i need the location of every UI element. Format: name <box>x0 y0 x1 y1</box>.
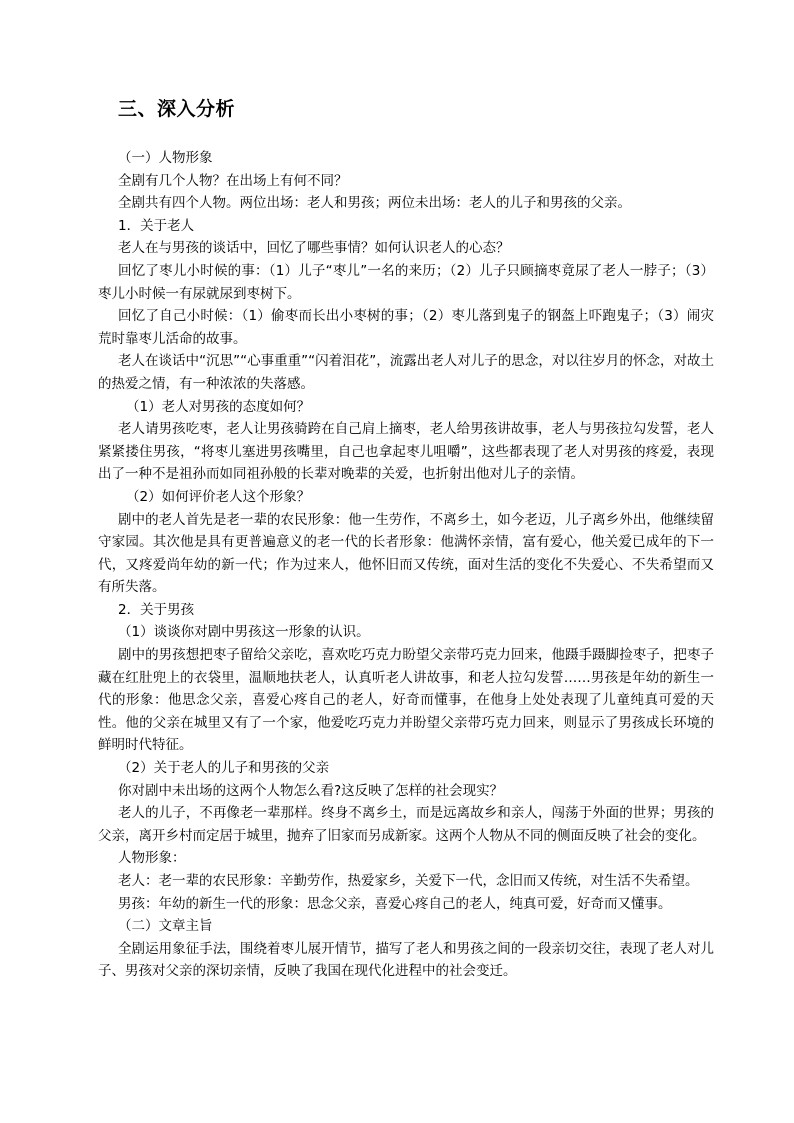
section-heading: 三、深入分析 <box>118 98 236 120</box>
question-paragraph: （1）老人对男孩的态度如何？ <box>126 398 311 415</box>
answer-paragraph: 全剧运用象征手法，围绕着枣儿展开情节，描写了老人和男孩之间的一段亲切交往，表现了老人对儿子、男孩对父亲的深切亲情，反映了我国在现代化进程中的社会变迁。 <box>98 940 714 980</box>
answer-paragraph: 回忆了枣儿小时候的事：（1）儿子“枣儿”一名的来历；（2）儿子只顾摘枣竟尿了老人一脖子；（3）枣儿小时候一有尿就尿到枣树下。 <box>98 262 714 302</box>
summary-boy: 男孩：年幼的新生一代的形象：思念父亲，喜爱心疼自己的老人，纯真可爱，好奇而又懂事。 <box>118 895 672 912</box>
question-paragraph: 你对剧中未出场的这两个人物怎么看?这反映了怎样的社会现实？ <box>118 782 504 799</box>
question-paragraph: （1）谈谈你对剧中男孩这一形象的认识。 <box>118 624 370 641</box>
answer-paragraph: 剧中的老人首先是老一辈的农民形象：他一生劳作，不离乡土，如今老迈，儿子离乡外出，他继续留守家园。其次他是具有更普遍意义的老一代的长者形象：他满怀亲情，富有爱心，他关爱已成年的下一代，又疼爱尚年幼的新一代；作为过来人，他怀旧而又传统，面对生活的变化不失爱心、不失希望而又有所失落。 <box>98 511 714 596</box>
summary-label: 人物形象： <box>118 850 186 867</box>
question-paragraph: （2）关于老人的儿子和男孩的父亲 <box>118 760 330 777</box>
summary-old-man: 老人：老一辈的农民形象：辛勤劳作，热爱家乡，关爱下一代，念旧而又传统，对生活不失希望。 <box>118 873 699 889</box>
subsection-title-characters: （一）人物形象 <box>118 150 213 166</box>
answer-paragraph: 老人在谈话中“沉思”“心事重重”“闪着泪花”，流露出老人对儿子的思念，对以往岁月的怀念，对故土的热爱之情，有一种浓浓的失落感。 <box>98 353 714 392</box>
answer-paragraph: 全剧共有四个人物。两位出场：老人和男孩；两位未出场：老人的儿子和男孩的父亲。 <box>118 195 631 212</box>
answer-paragraph: 回忆了自己小时候：（1）偷枣而长出小枣树的事；（2）枣儿落到鬼子的钢盔上吓跑鬼子；（3）闹灾荒时靠枣儿活命的故事。 <box>98 308 714 347</box>
answer-paragraph: 老人的儿子，不再像老一辈那样。终身不离乡土，而是远离故乡和亲人，闯荡于外面的世界；男孩的父亲，离开乡村而定居于城里，抛弃了旧家而另成新家。这两个人物从不同的侧面反映了社会的变化。 <box>98 805 714 844</box>
answer-paragraph: 老人请男孩吃枣，老人让男孩骑跨在自己肩上摘枣，老人给男孩讲故事，老人与男孩拉勾发誓，老人紧紧搂住男孩，“将枣儿塞进男孩嘴里，自己也拿起枣儿咀嚼”，这些都表现了老人对男孩的疼爱，表现出了一种不是祖孙而如同祖孙般的长辈对晚辈的关爱，也折射出他对儿子的亲情。 <box>98 421 714 483</box>
question-paragraph: 全剧有几个人物？在出场上有何不同？ <box>118 172 348 189</box>
question-paragraph: 老人在与男孩的谈话中，回忆了哪些事情？如何认识老人的心态？ <box>118 240 510 257</box>
item-title-boy: 2．关于男孩 <box>118 601 195 618</box>
question-paragraph: （2）如何评价老人这个形象？ <box>126 488 311 505</box>
document-body <box>98 95 714 983</box>
subsection-title-theme: （二）文章主旨 <box>118 918 213 935</box>
answer-paragraph: 剧中的男孩想把枣子留给父亲吃，喜欢吃巧克力盼望父亲带巧克力回来，他蹑手蹑脚捡枣子，把枣子藏在红肚兜上的衣袋里，温顺地扶老人，认真听老人讲故事，和老人拉勾发誓……男孩是年幼的新生一代的形象：他思念父亲，喜爱心疼自己的老人，好奇而懂事，在他身上处处表现了儿童纯真可爱的天性。他的父亲在城里又有了一个家，他爱吃巧克力并盼望父亲带巧克力回来，则显示了男孩成长环境的鲜明时代特征。 <box>98 647 714 754</box>
item-title-old-man: 1．关于老人 <box>118 217 195 234</box>
